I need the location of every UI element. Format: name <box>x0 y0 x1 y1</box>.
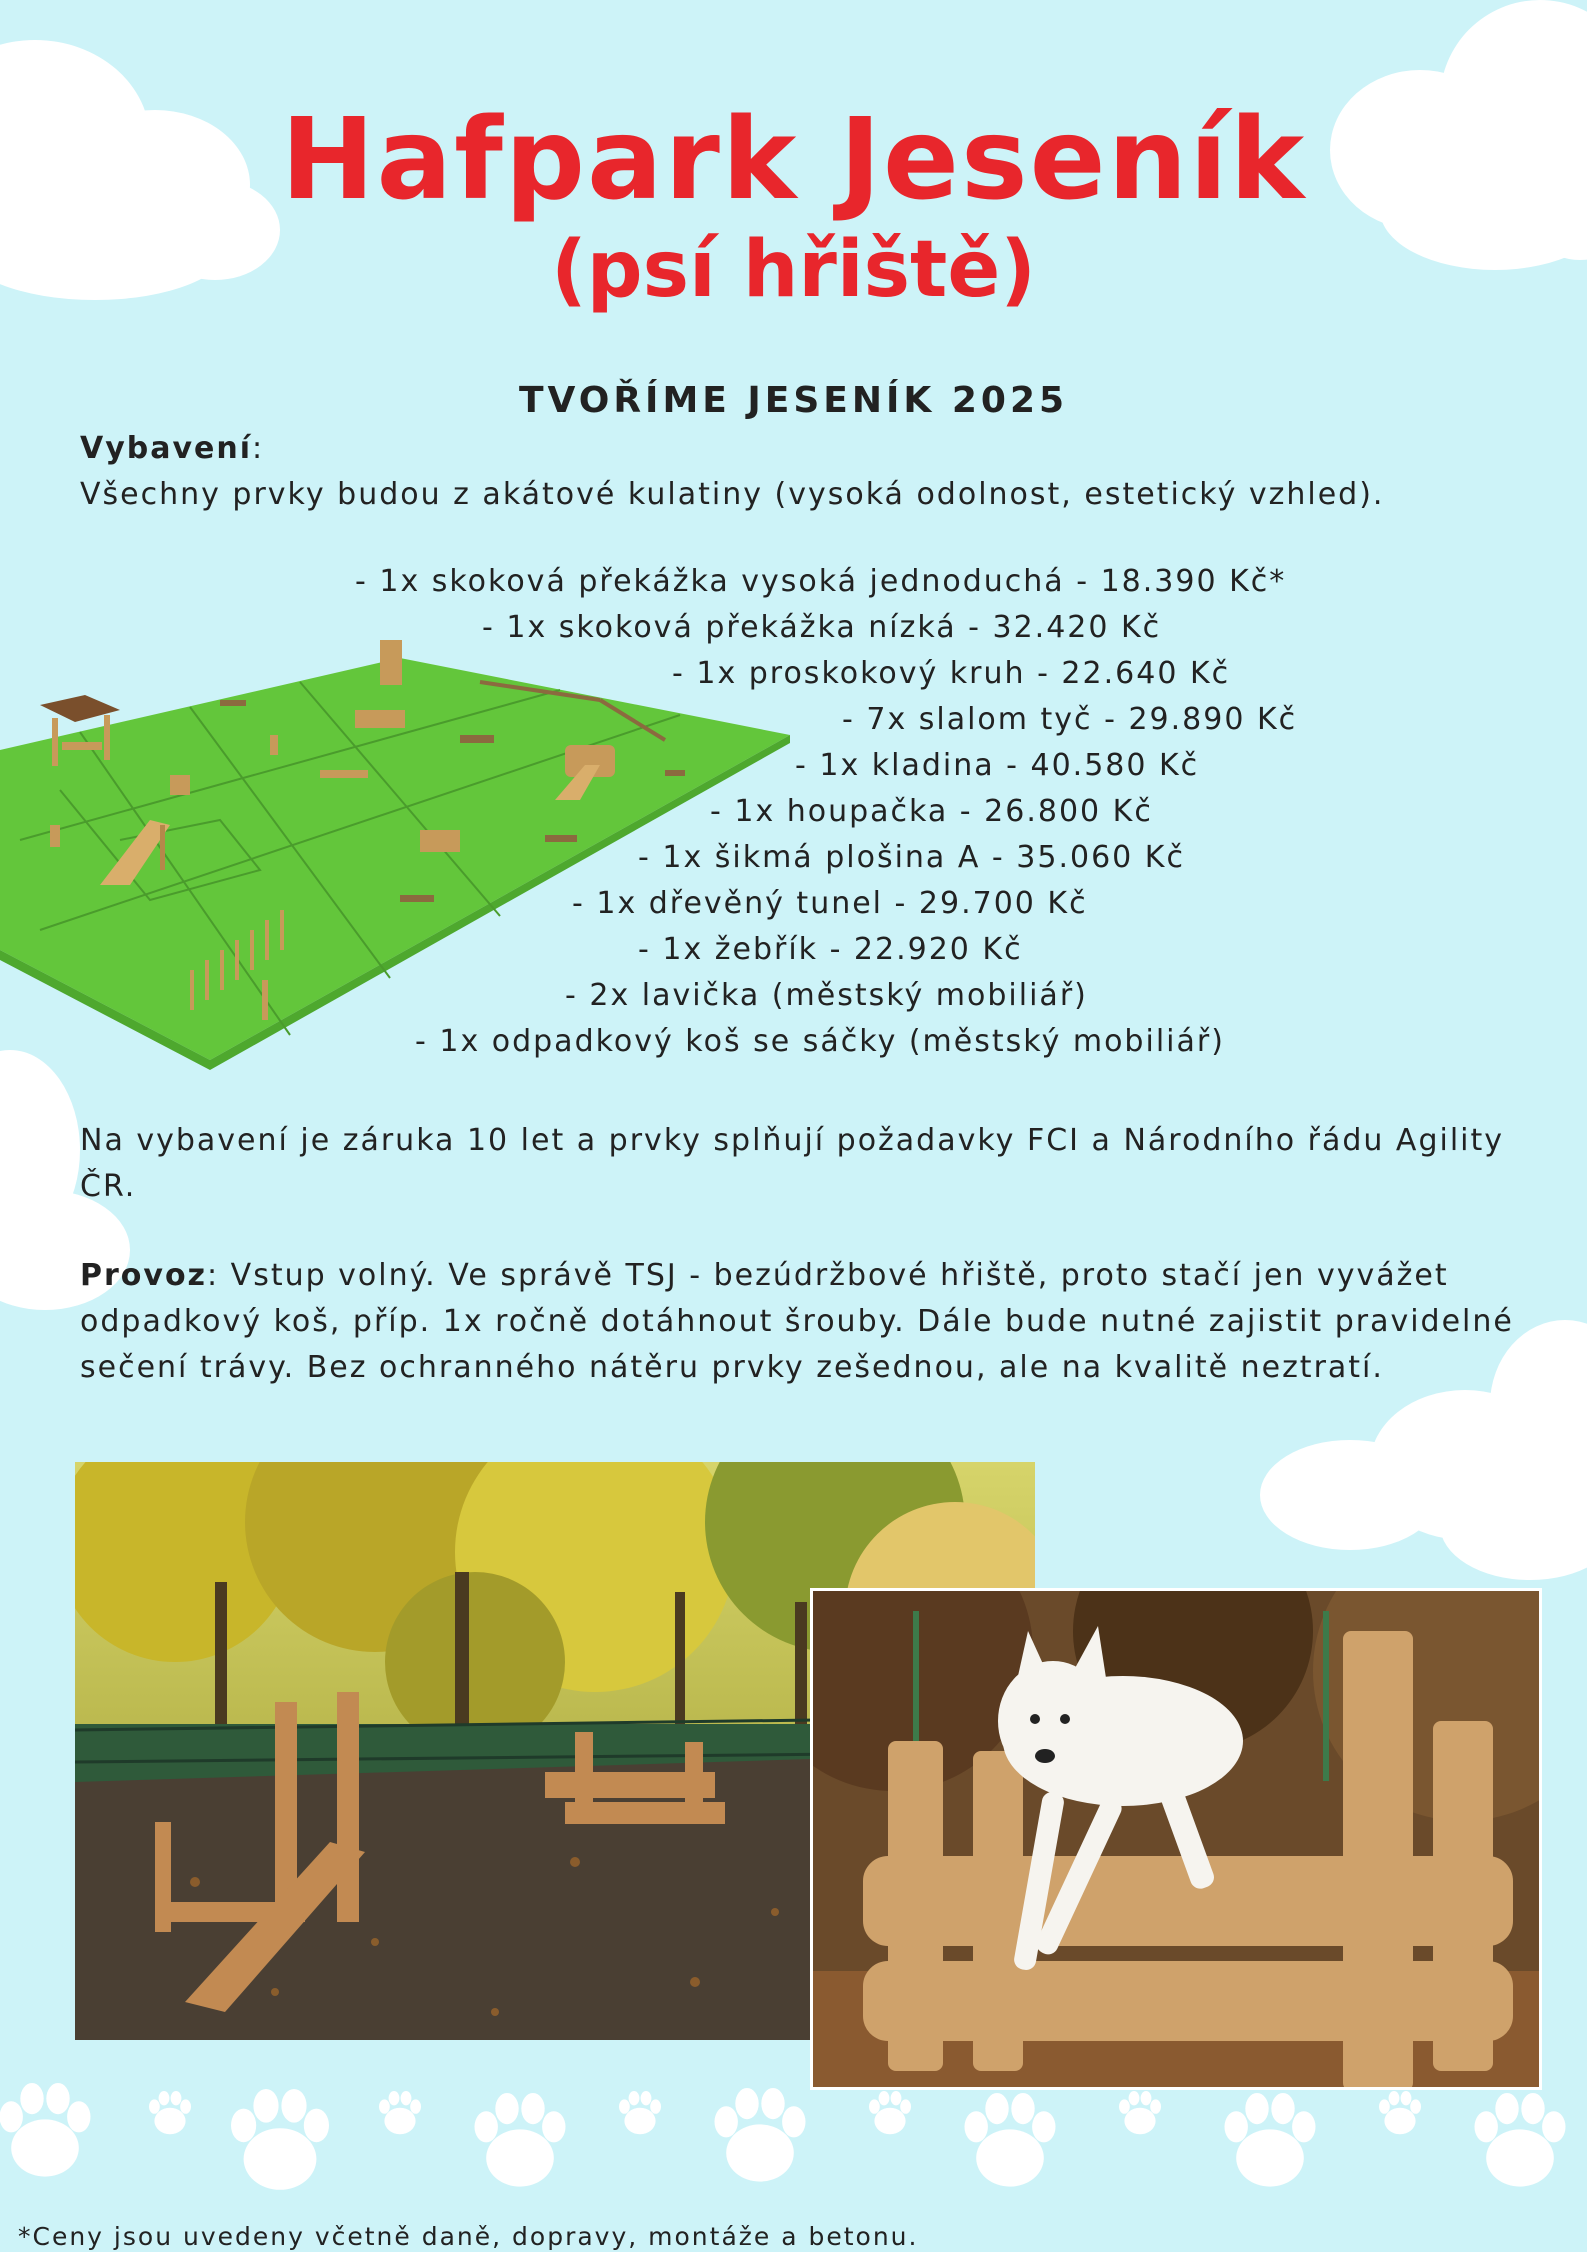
page-subtitle: (psí hřiště) <box>551 225 1036 315</box>
list-item: - 1x kladina - 40.580 Kč <box>795 748 1200 783</box>
list-item: - 1x dřevěný tunel - 29.700 Kč <box>572 886 1088 921</box>
list-item: - 1x žebřík - 22.920 Kč <box>638 932 1023 967</box>
dog-jumping-photo <box>810 1588 1542 2090</box>
equipment-label-line: Vybavení: <box>80 431 265 466</box>
equipment-label: Vybavení <box>80 431 253 466</box>
list-item: - 1x odpadkový koš se sáčky (městský mobiliář) <box>415 1024 1225 1059</box>
paw-prints <box>0 2075 1587 2225</box>
footnote: *Ceny jsou uvedeny včetně daně, dopravy, montáže a betonu. <box>18 2222 919 2251</box>
operation-paragraph <box>80 1253 1520 1391</box>
list-item: - 1x šikmá plošina A - 35.060 Kč <box>638 840 1185 875</box>
list-item: - 1x skoková překážka vysoká jednoduchá - 18.390 Kč* <box>355 564 1287 599</box>
list-item: - 7x slalom tyč - 29.890 Kč <box>842 702 1298 737</box>
operation-text: : Vstup volný. Ve správě TSJ - bezúdržbové hřiště, proto stačí jen vyvážet odpadkový koš, příp. 1x ročně dotáhnout šrouby. Dále bude nutné zajistit pravidelné sečení trávy. Bez ochranného nátěru prvky zešednou, ale na kvalitě neztratí. <box>80 1258 1514 1385</box>
warranty-text: Na vybavení je záruka 10 let a prvky splňují požadavky FCI a Národního řádu Agility ČR. <box>80 1123 1505 1204</box>
list-item: - 1x skoková překážka nízká - 32.420 Kč <box>482 610 1162 645</box>
tower <box>380 640 402 685</box>
list-item: - 1x proskokový kruh - 22.640 Kč <box>672 656 1231 691</box>
operation-label: Provoz <box>80 1258 208 1293</box>
page-title: Hafpark Jeseník <box>280 95 1307 225</box>
section-heading: TVOŘÍME JESENÍK 2025 <box>518 380 1069 421</box>
list-item: - 2x lavička (městský mobiliář) <box>565 978 1088 1013</box>
equipment-intro: Všechny prvky budou z akátové kulatiny (vysoká odolnost, estetický vzhled). <box>80 477 1385 512</box>
list-item: - 1x houpačka - 26.800 Kč <box>710 794 1153 829</box>
